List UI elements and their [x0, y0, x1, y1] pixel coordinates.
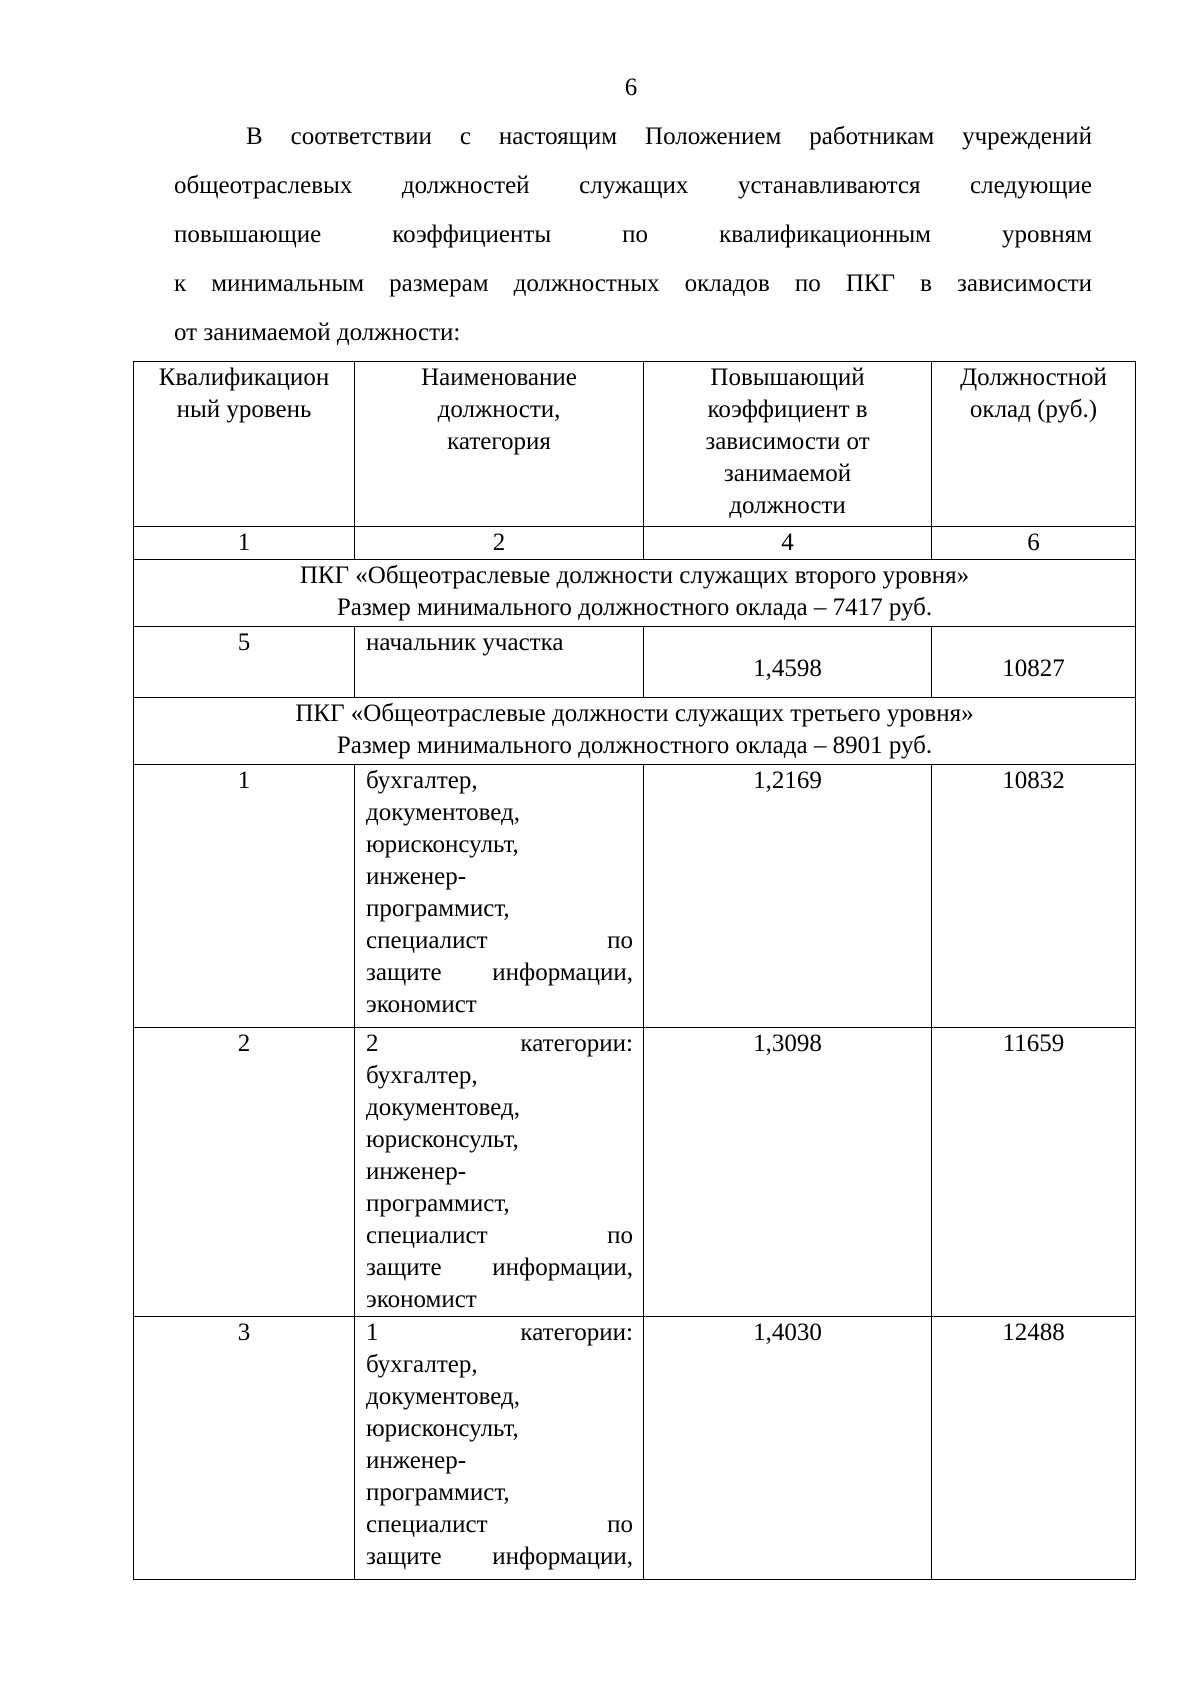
position-line: экономист [366, 1286, 477, 1313]
coefficient-cell: 1,3098 [644, 1028, 932, 1317]
header-qualification-level [134, 362, 355, 527]
position-line: специалист по [366, 1511, 633, 1538]
position-line: начальник участка [366, 629, 564, 656]
level-cell: 1 [134, 765, 355, 1028]
group-subtitle: Размер минимального должностного оклада – 8901 руб. [336, 732, 933, 759]
position-cell [355, 627, 644, 698]
position-line: программист, [366, 895, 510, 922]
intro-line: к минимальным размерам должностных окладов по ПКГ в зависимости [174, 270, 1092, 297]
coefficient-cell: 1,2169 [644, 765, 932, 1028]
header-line: зависимости от [705, 428, 870, 455]
position-line: документовед, [366, 1094, 520, 1121]
header-line: должности, [437, 396, 561, 423]
position-cell [355, 765, 644, 1028]
salary-table [133, 361, 1136, 1580]
position-line: экономист [366, 991, 477, 1018]
position-line: инженер- [366, 1158, 467, 1185]
table-row [134, 1317, 1136, 1580]
column-number: 2 [355, 527, 644, 560]
coefficient-cell: 1,4030 [644, 1317, 932, 1580]
position-line: защите информации, [366, 959, 633, 986]
position-line: специалист по [366, 1222, 633, 1249]
position-line: документовед, [366, 1383, 520, 1410]
position-cell [355, 1317, 644, 1580]
group-header-row [134, 698, 1136, 765]
column-number: 6 [932, 527, 1136, 560]
position-line: программист, [366, 1479, 510, 1506]
position-line: инженер- [366, 863, 467, 890]
header-line: Квалификацион [158, 364, 330, 391]
level-cell: 3 [134, 1317, 355, 1580]
group-subtitle: Размер минимального должностного оклада – 7417 руб. [336, 594, 933, 621]
position-line: бухгалтер, [366, 1351, 478, 1378]
salary-cell: 12488 [932, 1317, 1136, 1580]
coefficient-cell: 1,4598 [644, 627, 932, 698]
position-line: юрисконсульт, [366, 1415, 519, 1442]
table-row [134, 627, 1136, 698]
header-line: Повышающий [710, 364, 865, 391]
group-title: ПКГ «Общеотраслевые должности служащих третьего уровня» [295, 700, 974, 727]
position-line: 1 категории: [366, 1319, 633, 1346]
position-line: бухгалтер, [366, 767, 478, 794]
position-line: защите информации, [366, 1543, 633, 1570]
position-line: документовед, [366, 799, 520, 826]
header-line: коэффициент в [707, 396, 868, 423]
column-number-row [134, 527, 1136, 560]
column-number: 1 [134, 527, 355, 560]
position-line: 2 категории: [366, 1030, 633, 1057]
column-number: 4 [644, 527, 932, 560]
level-cell: 2 [134, 1028, 355, 1317]
group-header [134, 698, 1136, 765]
table-row [134, 765, 1136, 1028]
header-line: занимаемой [723, 460, 852, 487]
intro-line: В соответствии с настоящим Положением работникам учреждений [246, 123, 1092, 150]
header-line: ный уровень [176, 396, 312, 423]
header-salary [932, 362, 1136, 527]
position-line: программист, [366, 1190, 510, 1217]
salary-cell: 10832 [932, 765, 1136, 1028]
level-cell: 5 [134, 627, 355, 698]
header-line: оклад (руб.) [969, 396, 1098, 423]
position-line: юрисконсульт, [366, 1126, 519, 1153]
header-line: Должностной [960, 364, 1107, 391]
salary-cell: 11659 [932, 1028, 1136, 1317]
group-header [134, 560, 1136, 627]
position-line: специалист по [366, 927, 633, 954]
page-number: 6 [624, 74, 638, 101]
position-line: юрисконсульт, [366, 831, 519, 858]
intro-paragraph [174, 112, 1092, 357]
position-line: бухгалтер, [366, 1062, 478, 1089]
header-coefficient [644, 362, 932, 527]
salary-cell: 10827 [932, 627, 1136, 698]
intro-line: повышающие коэффициенты по квалификационным уровням [174, 221, 1092, 248]
table-row [134, 1028, 1136, 1317]
table-header-row [134, 362, 1136, 527]
header-line: должности [729, 492, 846, 519]
group-title: ПКГ «Общеотраслевые должности служащих второго уровня» [299, 562, 970, 589]
header-line: категория [447, 428, 551, 455]
intro-line: общеотраслевых должностей служащих устанавливаются следующие [174, 172, 1092, 199]
header-position-name [355, 362, 644, 527]
position-line: инженер- [366, 1447, 467, 1474]
group-header-row [134, 560, 1136, 627]
position-cell [355, 1028, 644, 1317]
position-line: защите информации, [366, 1254, 633, 1281]
header-line: Наименование [421, 364, 577, 391]
intro-line: от занимаемой должности: [174, 319, 461, 346]
